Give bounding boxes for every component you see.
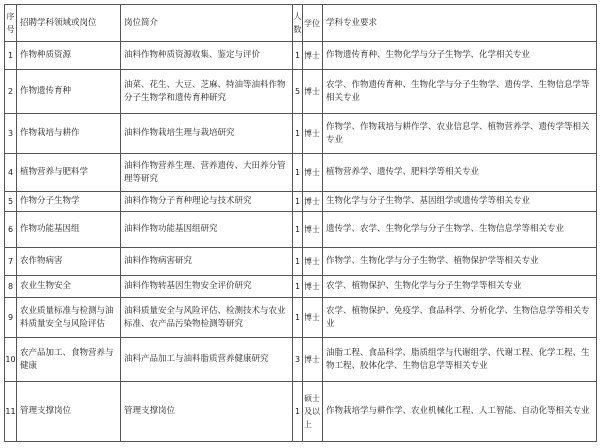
cell-major: 农学、植物保护、生物化学与分子生物学等相关专业 (323, 276, 597, 298)
cell-degree: 博士 (303, 42, 323, 70)
cell-no: 9 (5, 298, 17, 338)
cell-area: 作物分子生物学 (17, 192, 121, 212)
cell-no: 6 (5, 212, 17, 248)
table-row (5, 70, 597, 114)
cell-major: 农学、作物遗传育种、生物化学与分子生物学、遗传学、生物信息学等相关专业 (323, 70, 597, 114)
cell-no: 10 (5, 338, 17, 382)
cell-area: 农产品加工、食物营养与健康 (17, 338, 121, 382)
cell-area: 农业生物安全 (17, 276, 121, 298)
cell-area: 作物遗传育种 (17, 70, 121, 114)
cell-area: 植物营养与肥料学 (17, 154, 121, 192)
cell-count: 1 (293, 192, 303, 212)
cell-intro: 油料作物栽培生理与栽培研究 (121, 114, 293, 154)
cell-intro: 油料作物转基因生物安全评价研究 (121, 276, 293, 298)
cell-degree: 博士 (303, 70, 323, 114)
cell-area: 作物种质资源 (17, 42, 121, 70)
cell-degree: 硕士及以上 (303, 382, 323, 442)
cell-degree: 博士 (303, 276, 323, 298)
cell-major: 农学、植物保护、免疫学、食品科学、分析化学、生物信息学等相关专业 (323, 298, 597, 338)
table-row (5, 248, 597, 276)
cell-degree: 博士 (303, 298, 323, 338)
cell-intro: 油料作物病害研究 (121, 248, 293, 276)
cell-no: 3 (5, 114, 17, 154)
table-body (5, 42, 597, 442)
cell-degree: 博士 (303, 114, 323, 154)
cell-count: 1 (293, 276, 303, 298)
cell-no: 7 (5, 248, 17, 276)
cell-area: 农作物病害 (17, 248, 121, 276)
cell-no: 8 (5, 276, 17, 298)
cell-area: 作物栽培与耕作 (17, 114, 121, 154)
cell-area: 作物功能基因组 (17, 212, 121, 248)
cell-no: 4 (5, 154, 17, 192)
cell-count: 1 (293, 212, 303, 248)
cell-count: 5 (293, 70, 303, 114)
cell-degree: 博士 (303, 338, 323, 382)
cell-major: 遗传学、农学、生物化学与分子生物学、生物信息学等相关专业 (323, 212, 597, 248)
table-row (5, 192, 597, 212)
table-row (5, 298, 597, 338)
header-row (5, 5, 597, 42)
cell-area: 管理支撑岗位 (17, 382, 121, 442)
cell-degree: 博士 (303, 192, 323, 212)
cell-no: 1 (5, 42, 17, 70)
cell-degree: 博士 (303, 248, 323, 276)
table-row (5, 212, 597, 248)
cell-count: 1 (293, 298, 303, 338)
cell-intro: 油料作物营养生理、营养遗传、大田养分管理等研究 (121, 154, 293, 192)
cell-major: 作物遗传育种、生物化学与分子生物学、化学相关专业 (323, 42, 597, 70)
cell-degree: 博士 (303, 154, 323, 192)
recruitment-table (4, 4, 597, 442)
cell-count: 1 (293, 382, 303, 442)
header-intro: 岗位简介 (121, 5, 293, 42)
cell-major: 油脂工程、食品科学、脂质组学与代谢组学、代谢工程、化学工程、生物工程、胶体化学、生物信息学等相关专业 (323, 338, 597, 382)
table-row (5, 338, 597, 382)
cell-no: 5 (5, 192, 17, 212)
cell-degree: 博士 (303, 212, 323, 248)
cell-no: 2 (5, 70, 17, 114)
cell-count: 3 (293, 338, 303, 382)
cell-count: 1 (293, 42, 303, 70)
cell-count: 1 (293, 114, 303, 154)
header-major: 学科专业要求 (323, 5, 597, 42)
cell-major: 作物学、作物栽培与耕作学、农业信息学、植物营养学、遗传学等相关专业 (323, 114, 597, 154)
cell-major: 生物化学与分子生物学、基因组学或遗传学等相关专业 (323, 192, 597, 212)
header-degree: 学位 (303, 5, 323, 42)
table-row (5, 154, 597, 192)
table-row (5, 276, 597, 298)
cell-intro: 油料作物功能基因组研究 (121, 212, 293, 248)
cell-count: 1 (293, 248, 303, 276)
cell-intro: 油料作物种质资源收集、鉴定与评价 (121, 42, 293, 70)
header-no: 序号 (5, 5, 17, 42)
cell-major: 作物学、生物化学与分子生物学、植物保护学等相关专业 (323, 248, 597, 276)
cell-no: 11 (5, 382, 17, 442)
header-area: 招聘学科领域或岗位 (17, 5, 121, 42)
cell-area: 农业质量标准与检测与油料质量安全与风险评估 (17, 298, 121, 338)
cell-major: 植物营养学、遗传学、肥料学等相关专业 (323, 154, 597, 192)
cell-intro: 管理支撑岗位 (121, 382, 293, 442)
header-count: 人数 (293, 5, 303, 42)
cell-count: 1 (293, 154, 303, 192)
cell-intro: 油料产品加工与油料脂质营养健康研究 (121, 338, 293, 382)
cell-intro: 油料作物分子育种理论与技术研究 (121, 192, 293, 212)
cell-major: 作物栽培学与耕作学、农业机械化工程、人工智能、自动化等相关专业 (323, 382, 597, 442)
table-row (5, 42, 597, 70)
cell-intro: 油料质量安全与风险评估、检测技术与农业标准、农产品污染物检测等研究 (121, 298, 293, 338)
cell-intro: 油菜、花生、大豆、芝麻、特油等油料作物分子生物学和遗传育种研究 (121, 70, 293, 114)
table-row (5, 382, 597, 442)
table-row (5, 114, 597, 154)
